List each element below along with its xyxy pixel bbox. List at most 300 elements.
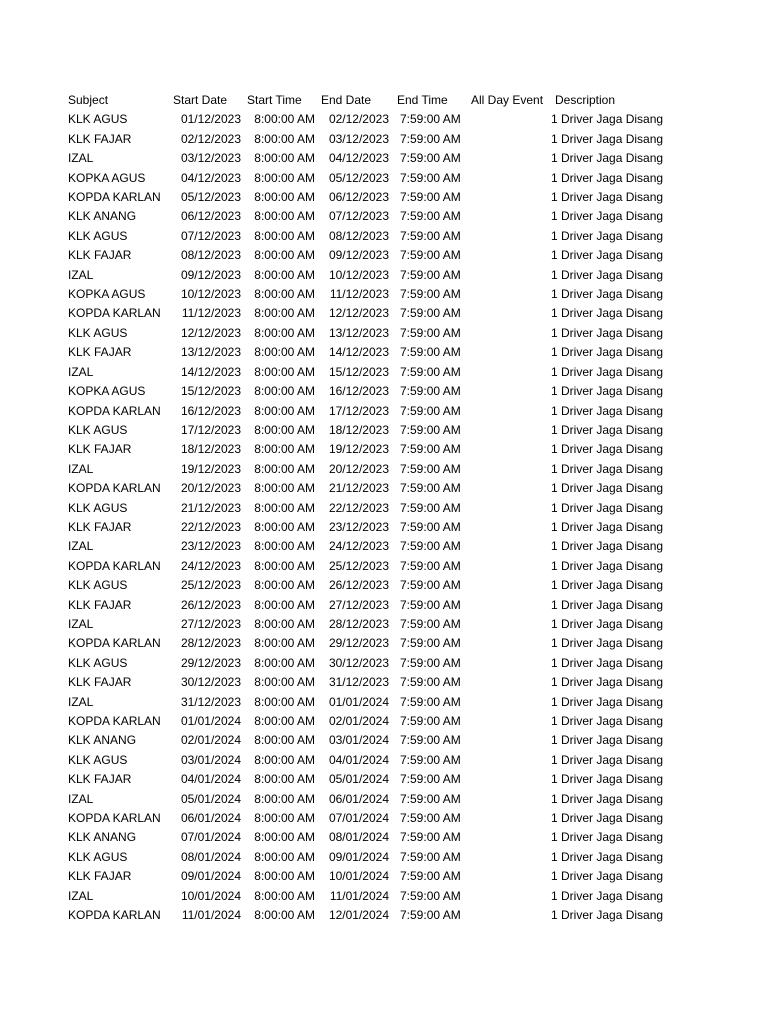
table-row [66, 421, 665, 440]
cell-end-time: 7:59:00 AM [400, 461, 461, 476]
cell-all-day-event [467, 479, 551, 498]
cell-end-time: 7:59:00 AM [400, 190, 461, 205]
cell-subject: IZAL [68, 616, 94, 631]
cell-end-date: 20/12/2023 [328, 461, 389, 476]
cell-start-date: 12/12/2023 [180, 325, 241, 340]
cell-subject: KLK AGUS [68, 500, 128, 515]
cell-end-time: 7:59:00 AM [400, 306, 461, 321]
table-row [66, 576, 665, 595]
cell-subject: KOPKA AGUS [68, 287, 146, 302]
cell-start-date: 10/01/2024 [180, 888, 241, 903]
cell-all-day-event [467, 304, 551, 323]
cell-all-day-event [467, 324, 551, 343]
cell-start-time: 8:00:00 AM [254, 772, 315, 787]
cell-end-time: 7:59:00 AM [400, 384, 461, 399]
cell-start-date: 09/12/2023 [180, 267, 241, 282]
cell-all-day-event [467, 634, 551, 653]
table-row [66, 751, 665, 770]
cell-subject: KLK AGUS [68, 228, 128, 243]
cell-description: 1 Driver Jaga Disang [551, 287, 664, 302]
cell-subject: KOPDA KARLAN [68, 403, 161, 418]
cell-description: 1 Driver Jaga Disang [551, 733, 664, 748]
cell-start-time: 8:00:00 AM [254, 597, 315, 612]
cell-subject: IZAL [68, 791, 94, 806]
cell-subject: KLK FAJAR [68, 519, 132, 534]
cell-end-time: 7:59:00 AM [400, 228, 461, 243]
cell-end-time: 7:59:00 AM [400, 325, 461, 340]
table-row [66, 828, 665, 847]
cell-all-day-event [467, 110, 551, 129]
cell-end-time: 7:59:00 AM [400, 500, 461, 515]
cell-description: 1 Driver Jaga Disang [551, 500, 664, 515]
cell-subject: KLK FAJAR [68, 345, 132, 360]
table-row [66, 382, 665, 401]
table-row [66, 673, 665, 692]
cell-end-date: 06/12/2023 [328, 190, 389, 205]
cell-description: 1 Driver Jaga Disang [551, 772, 664, 787]
cell-start-date: 24/12/2023 [180, 558, 241, 573]
cell-subject: KOPDA KARLAN [68, 558, 161, 573]
cell-start-date: 23/12/2023 [180, 539, 241, 554]
cell-end-date: 09/12/2023 [328, 248, 389, 263]
schedule-sheet [66, 91, 666, 925]
cell-end-time: 7:59:00 AM [400, 675, 461, 690]
cell-start-time: 8:00:00 AM [254, 908, 315, 923]
cell-start-date: 15/12/2023 [180, 384, 241, 399]
cell-end-date: 18/12/2023 [328, 422, 389, 437]
table-row [66, 266, 665, 285]
cell-start-time: 8:00:00 AM [254, 170, 315, 185]
cell-end-time: 7:59:00 AM [400, 694, 461, 709]
cell-all-day-event [467, 615, 551, 634]
cell-subject: KLK FAJAR [68, 248, 132, 263]
cell-subject: KOPDA KARLAN [68, 908, 161, 923]
cell-end-time: 7:59:00 AM [400, 655, 461, 670]
cell-all-day-event [467, 130, 551, 149]
cell-description: 1 Driver Jaga Disang [551, 364, 664, 379]
header-end-date: End Date [321, 93, 372, 107]
cell-end-date: 25/12/2023 [328, 558, 389, 573]
cell-end-date: 23/12/2023 [328, 519, 389, 534]
cell-end-date: 09/01/2024 [328, 849, 389, 864]
cell-subject: KOPDA KARLAN [68, 811, 161, 826]
table-row [66, 712, 665, 731]
cell-subject: IZAL [68, 694, 94, 709]
cell-subject: KOPDA KARLAN [68, 636, 161, 651]
cell-description: 1 Driver Jaga Disang [551, 325, 664, 340]
cell-subject: KLK ANANG [68, 830, 137, 845]
cell-start-date: 08/12/2023 [180, 248, 241, 263]
cell-subject: IZAL [68, 364, 94, 379]
cell-end-time: 7:59:00 AM [400, 442, 461, 457]
cell-end-date: 31/12/2023 [328, 675, 389, 690]
cell-start-date: 27/12/2023 [180, 616, 241, 631]
cell-subject: KLK AGUS [68, 752, 128, 767]
cell-start-date: 07/01/2024 [180, 830, 241, 845]
cell-subject: KLK AGUS [68, 422, 128, 437]
cell-description: 1 Driver Jaga Disang [551, 616, 664, 631]
cell-start-time: 8:00:00 AM [254, 791, 315, 806]
cell-start-date: 21/12/2023 [180, 500, 241, 515]
cell-end-date: 27/12/2023 [328, 597, 389, 612]
cell-all-day-event [467, 169, 551, 188]
cell-start-time: 8:00:00 AM [254, 442, 315, 457]
table-row [66, 110, 665, 129]
cell-all-day-event [467, 149, 551, 168]
cell-subject: KLK AGUS [68, 325, 128, 340]
cell-end-date: 06/01/2024 [328, 791, 389, 806]
cell-description: 1 Driver Jaga Disang [551, 461, 664, 476]
cell-subject: KLK AGUS [68, 655, 128, 670]
cell-description: 1 Driver Jaga Disang [551, 830, 664, 845]
cell-description: 1 Driver Jaga Disang [551, 655, 664, 670]
cell-subject: KLK ANANG [68, 733, 137, 748]
cell-start-time: 8:00:00 AM [254, 151, 315, 166]
cell-start-time: 8:00:00 AM [254, 403, 315, 418]
table-row [66, 518, 665, 537]
cell-description: 1 Driver Jaga Disang [551, 888, 664, 903]
cell-all-day-event [467, 363, 551, 382]
table-row [66, 149, 665, 168]
cell-end-date: 14/12/2023 [328, 345, 389, 360]
cell-end-time: 7:59:00 AM [400, 733, 461, 748]
cell-start-time: 8:00:00 AM [254, 519, 315, 534]
cell-all-day-event [467, 537, 551, 556]
table-row [66, 499, 665, 518]
cell-start-date: 06/12/2023 [180, 209, 241, 224]
cell-start-date: 02/12/2023 [180, 131, 241, 146]
table-row [66, 304, 665, 323]
table-row [66, 169, 665, 188]
table-row [66, 324, 665, 343]
cell-end-time: 7:59:00 AM [400, 558, 461, 573]
cell-start-time: 8:00:00 AM [254, 733, 315, 748]
cell-start-date: 11/12/2023 [181, 306, 241, 321]
cell-end-date: 03/01/2024 [328, 733, 389, 748]
table-row [66, 848, 665, 867]
cell-end-time: 7:59:00 AM [400, 267, 461, 282]
cell-all-day-event [467, 693, 551, 712]
header-all-day-event: All Day Event [471, 93, 544, 107]
cell-subject: IZAL [68, 461, 94, 476]
cell-start-time: 8:00:00 AM [254, 578, 315, 593]
cell-description: 1 Driver Jaga Disang [551, 442, 664, 457]
cell-end-date: 02/01/2024 [328, 714, 389, 728]
cell-description: 1 Driver Jaga Disang [551, 636, 664, 651]
cell-all-day-event [467, 848, 551, 867]
cell-end-time: 7:59:00 AM [400, 830, 461, 845]
cell-end-date: 04/12/2023 [328, 151, 389, 166]
cell-start-time: 8:00:00 AM [254, 616, 315, 631]
cell-end-date: 02/12/2023 [328, 112, 389, 127]
table-row [66, 440, 665, 459]
cell-start-time: 8:00:00 AM [254, 481, 315, 496]
header-subject: Subject [68, 93, 109, 107]
cell-end-date: 05/01/2024 [328, 772, 389, 787]
table-row [66, 246, 665, 265]
cell-all-day-event [467, 906, 551, 925]
cell-description: 1 Driver Jaga Disang [551, 869, 664, 884]
cell-start-time: 8:00:00 AM [254, 539, 315, 554]
cell-end-date: 04/01/2024 [328, 752, 389, 767]
cell-subject: KLK ANANG [68, 209, 137, 224]
cell-all-day-event [467, 673, 551, 692]
cell-all-day-event [467, 576, 551, 595]
cell-start-date: 31/12/2023 [180, 694, 241, 709]
cell-end-date: 07/12/2023 [328, 209, 389, 224]
cell-start-date: 28/12/2023 [180, 636, 241, 651]
cell-description: 1 Driver Jaga Disang [551, 267, 664, 282]
table-row [66, 537, 665, 556]
cell-end-time: 7:59:00 AM [400, 481, 461, 496]
cell-description: 1 Driver Jaga Disang [551, 558, 664, 573]
cell-description: 1 Driver Jaga Disang [551, 112, 664, 127]
cell-start-date: 04/01/2024 [180, 772, 241, 787]
cell-start-time: 8:00:00 AM [254, 345, 315, 360]
cell-description: 1 Driver Jaga Disang [551, 578, 664, 593]
cell-subject: KLK FAJAR [68, 869, 132, 884]
cell-end-time: 7:59:00 AM [400, 170, 461, 185]
cell-start-date: 05/12/2023 [180, 190, 241, 205]
cell-start-time: 8:00:00 AM [254, 325, 315, 340]
cell-end-time: 7:59:00 AM [400, 131, 461, 146]
cell-all-day-event [467, 460, 551, 479]
table-row [66, 130, 665, 149]
cell-all-day-event [467, 712, 551, 731]
cell-description: 1 Driver Jaga Disang [551, 384, 664, 399]
cell-description: 1 Driver Jaga Disang [551, 811, 664, 826]
cell-subject: KLK FAJAR [68, 131, 132, 146]
cell-start-date: 08/01/2024 [180, 849, 241, 864]
cell-start-date: 07/12/2023 [180, 228, 241, 243]
header-start-time: Start Time [247, 93, 302, 107]
cell-end-time: 7:59:00 AM [400, 636, 461, 651]
cell-start-time: 8:00:00 AM [254, 694, 315, 709]
cell-end-date: 16/12/2023 [328, 384, 389, 399]
cell-end-date: 28/12/2023 [328, 616, 389, 631]
cell-start-time: 8:00:00 AM [254, 364, 315, 379]
cell-start-date: 01/01/2024 [180, 714, 241, 728]
cell-description: 1 Driver Jaga Disang [551, 539, 664, 554]
cell-all-day-event [467, 227, 551, 246]
cell-description: 1 Driver Jaga Disang [551, 481, 664, 496]
cell-start-time: 8:00:00 AM [254, 267, 315, 282]
table-row [66, 343, 665, 362]
cell-all-day-event [467, 285, 551, 304]
cell-start-date: 19/12/2023 [180, 461, 241, 476]
table-row [66, 285, 665, 304]
table-row [66, 906, 665, 925]
cell-end-time: 7:59:00 AM [400, 908, 461, 923]
table-row [66, 207, 665, 226]
cell-start-date: 03/01/2024 [180, 752, 241, 767]
cell-end-time: 7:59:00 AM [400, 403, 461, 418]
cell-end-date: 05/12/2023 [328, 170, 389, 185]
cell-subject: KLK FAJAR [68, 597, 132, 612]
cell-all-day-event [467, 790, 551, 809]
cell-description: 1 Driver Jaga Disang [551, 170, 664, 185]
cell-end-time: 7:59:00 AM [400, 248, 461, 263]
cell-end-date: 03/12/2023 [328, 131, 389, 146]
cell-start-time: 8:00:00 AM [254, 384, 315, 399]
cell-end-date: 01/01/2024 [328, 694, 389, 709]
cell-start-date: 13/12/2023 [180, 345, 241, 360]
cell-all-day-event [467, 246, 551, 265]
cell-all-day-event [467, 207, 551, 226]
cell-start-time: 8:00:00 AM [254, 287, 315, 302]
cell-end-date: 07/01/2024 [328, 811, 389, 826]
cell-subject: KOPDA KARLAN [68, 714, 161, 728]
cell-subject: IZAL [68, 539, 94, 554]
cell-start-date: 17/12/2023 [180, 422, 241, 437]
table-row [66, 867, 665, 886]
cell-start-time: 8:00:00 AM [254, 869, 315, 884]
cell-description: 1 Driver Jaga Disang [551, 752, 664, 767]
cell-all-day-event [467, 518, 551, 537]
cell-start-time: 8:00:00 AM [254, 714, 315, 728]
cell-start-time: 8:00:00 AM [254, 131, 315, 146]
cell-description: 1 Driver Jaga Disang [551, 228, 664, 243]
cell-start-time: 8:00:00 AM [254, 228, 315, 243]
cell-end-time: 7:59:00 AM [400, 811, 461, 826]
table-row [66, 227, 665, 246]
cell-start-time: 8:00:00 AM [254, 306, 315, 321]
cell-start-time: 8:00:00 AM [254, 190, 315, 205]
cell-end-date: 19/12/2023 [328, 442, 389, 457]
cell-subject: KOPDA KARLAN [68, 306, 161, 321]
cell-all-day-event [467, 596, 551, 615]
cell-all-day-event [467, 188, 551, 207]
cell-end-date: 22/12/2023 [328, 500, 389, 515]
cell-start-time: 8:00:00 AM [254, 636, 315, 651]
cell-end-time: 7:59:00 AM [400, 869, 461, 884]
cell-start-time: 8:00:00 AM [254, 830, 315, 845]
cell-end-date: 12/01/2024 [328, 908, 389, 923]
cell-description: 1 Driver Jaga Disang [551, 675, 664, 690]
table-row [66, 654, 665, 673]
cell-start-date: 03/12/2023 [180, 151, 241, 166]
cell-start-date: 30/12/2023 [180, 675, 241, 690]
cell-start-time: 8:00:00 AM [254, 811, 315, 826]
header-start-date: Start Date [173, 93, 228, 107]
cell-description: 1 Driver Jaga Disang [551, 597, 664, 612]
schedule-table [66, 91, 665, 925]
cell-end-time: 7:59:00 AM [400, 616, 461, 631]
cell-end-time: 7:59:00 AM [400, 849, 461, 864]
cell-all-day-event [467, 654, 551, 673]
cell-all-day-event [467, 809, 551, 828]
cell-description: 1 Driver Jaga Disang [551, 190, 664, 205]
cell-end-date: 15/12/2023 [328, 364, 389, 379]
cell-description: 1 Driver Jaga Disang [551, 248, 664, 263]
cell-end-date: 08/12/2023 [328, 228, 389, 243]
cell-all-day-event [467, 499, 551, 518]
cell-description: 1 Driver Jaga Disang [551, 306, 664, 321]
cell-end-date: 08/01/2024 [328, 830, 389, 845]
cell-start-time: 8:00:00 AM [254, 888, 315, 903]
cell-end-time: 7:59:00 AM [400, 422, 461, 437]
cell-start-date: 16/12/2023 [180, 403, 241, 418]
cell-description: 1 Driver Jaga Disang [551, 714, 664, 728]
table-row [66, 693, 665, 712]
cell-description: 1 Driver Jaga Disang [551, 422, 664, 437]
cell-start-date: 29/12/2023 [180, 655, 241, 670]
cell-start-time: 8:00:00 AM [254, 655, 315, 670]
cell-description: 1 Driver Jaga Disang [551, 519, 664, 534]
cell-end-time: 7:59:00 AM [400, 578, 461, 593]
cell-start-date: 10/12/2023 [180, 287, 241, 302]
cell-start-date: 18/12/2023 [180, 442, 241, 457]
cell-subject: KLK FAJAR [68, 442, 132, 457]
cell-all-day-event [467, 770, 551, 789]
cell-start-time: 8:00:00 AM [254, 558, 315, 573]
cell-end-date: 10/01/2024 [328, 869, 389, 884]
table-row [66, 479, 665, 498]
cell-start-date: 25/12/2023 [180, 578, 241, 593]
cell-description: 1 Driver Jaga Disang [551, 849, 664, 864]
header-description: Description [555, 93, 616, 107]
table-row [66, 460, 665, 479]
cell-end-date: 26/12/2023 [328, 578, 389, 593]
cell-end-date: 21/12/2023 [328, 481, 389, 496]
cell-start-time: 8:00:00 AM [254, 500, 315, 515]
cell-all-day-event [467, 266, 551, 285]
table-row [66, 809, 665, 828]
table-body [66, 110, 665, 925]
cell-subject: KOPDA KARLAN [68, 190, 161, 205]
cell-start-time: 8:00:00 AM [254, 849, 315, 864]
cell-description: 1 Driver Jaga Disang [551, 209, 664, 224]
cell-all-day-event [467, 828, 551, 847]
table-row [66, 188, 665, 207]
cell-start-date: 05/01/2024 [180, 791, 241, 806]
cell-start-time: 8:00:00 AM [254, 112, 315, 127]
cell-end-date: 29/12/2023 [328, 636, 389, 651]
cell-description: 1 Driver Jaga Disang [551, 403, 664, 418]
cell-start-date: 14/12/2023 [180, 364, 241, 379]
cell-subject: KLK AGUS [68, 112, 128, 127]
cell-start-date: 02/01/2024 [180, 733, 241, 748]
cell-start-date: 09/01/2024 [180, 869, 241, 884]
cell-all-day-event [467, 887, 551, 906]
cell-start-date: 20/12/2023 [180, 481, 241, 496]
table-row [66, 731, 665, 750]
cell-end-time: 7:59:00 AM [400, 151, 461, 166]
cell-description: 1 Driver Jaga Disang [551, 131, 664, 146]
cell-all-day-event [467, 440, 551, 459]
header-row [66, 91, 665, 110]
cell-end-time: 7:59:00 AM [400, 345, 461, 360]
header-end-time: End Time [397, 93, 448, 107]
cell-end-time: 7:59:00 AM [400, 287, 461, 302]
table-row [66, 615, 665, 634]
cell-end-date: 12/12/2023 [328, 306, 389, 321]
cell-description: 1 Driver Jaga Disang [551, 908, 664, 923]
cell-subject: KLK AGUS [68, 849, 128, 864]
table-row [66, 770, 665, 789]
cell-start-date: 26/12/2023 [180, 597, 241, 612]
cell-end-time: 7:59:00 AM [400, 112, 461, 127]
table-row [66, 596, 665, 615]
cell-end-date: 13/12/2023 [328, 325, 389, 340]
cell-end-time: 7:59:00 AM [400, 364, 461, 379]
cell-description: 1 Driver Jaga Disang [551, 151, 664, 166]
cell-start-date: 06/01/2024 [180, 811, 241, 826]
cell-subject: KOPKA AGUS [68, 170, 146, 185]
cell-start-time: 8:00:00 AM [254, 209, 315, 224]
cell-subject: KLK AGUS [68, 578, 128, 593]
cell-all-day-event [467, 343, 551, 362]
